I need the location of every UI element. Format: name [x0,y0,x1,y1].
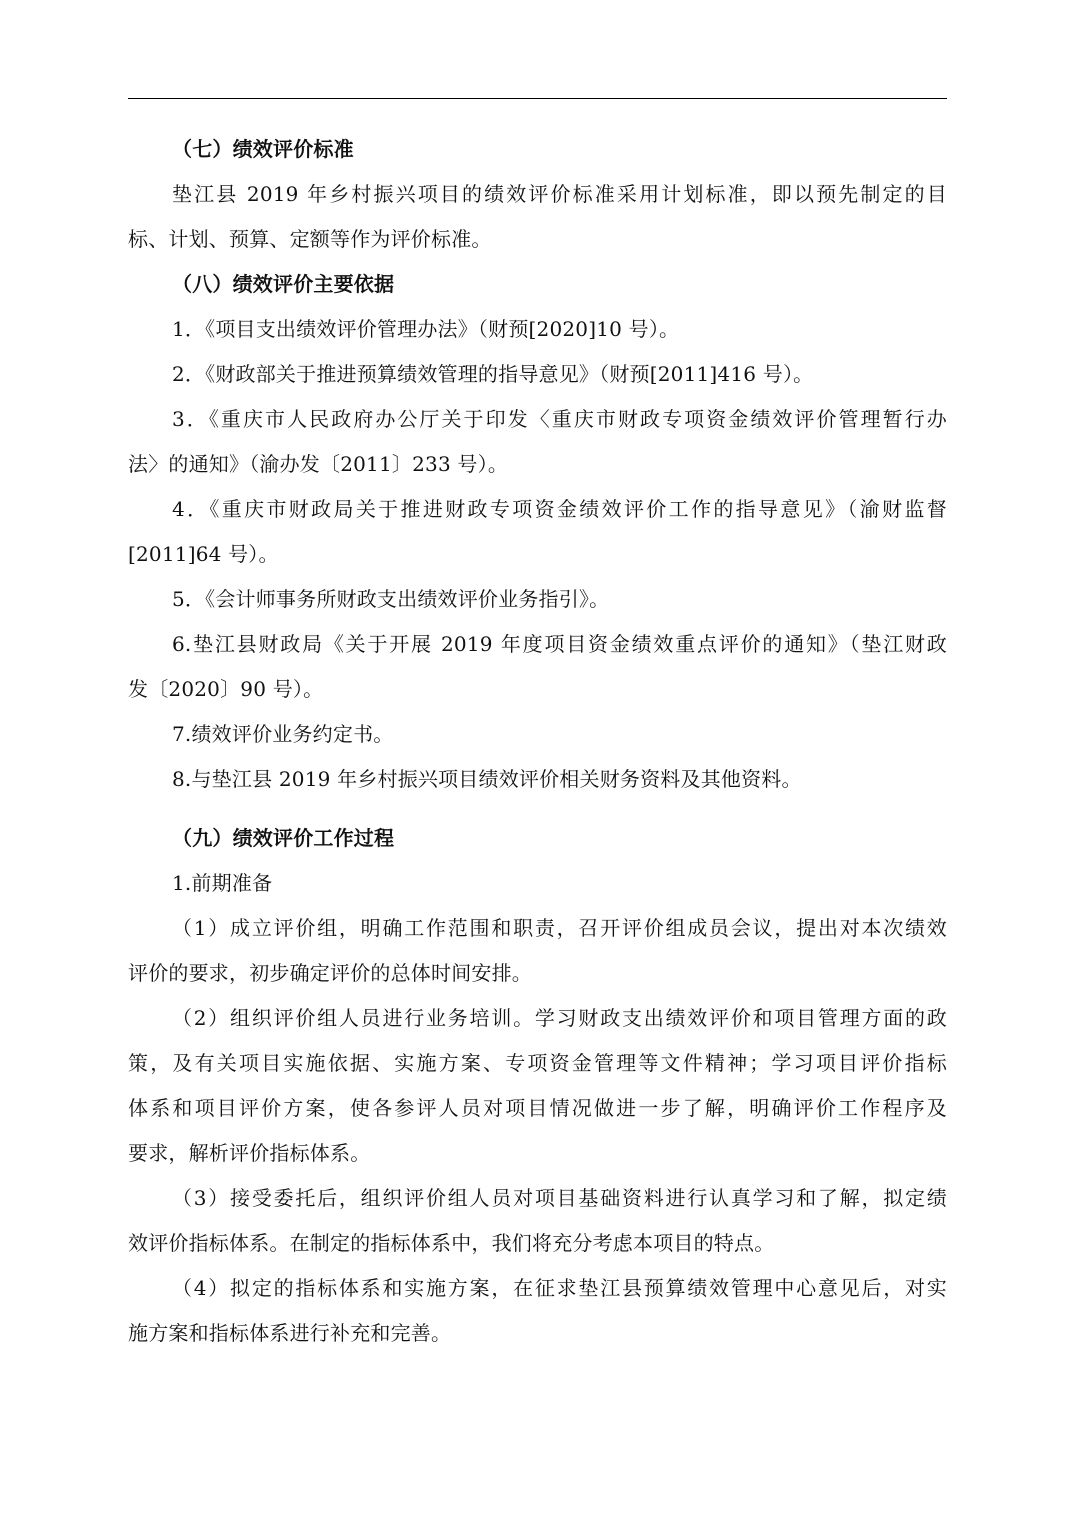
paragraph-line: 策，及有关项目实施依据、实施方案、专项资金管理等文件精神；学习项目评价指标 [128,1051,947,1075]
header-rule [128,98,947,99]
section-heading: （八）绩效评价主要依据 [172,272,395,296]
paragraph-line: （2）组织评价组人员进行业务培训。学习财政支出绩效评价和项目管理方面的政 [172,1006,947,1030]
list-item: 4．《重庆市财政局关于推进财政专项资金绩效评价工作的指导意见》（渝财监督 [172,497,947,521]
section-heading: （九）绩效评价工作过程 [172,826,395,850]
document-body [128,127,947,1356]
paragraph-line: （3）接受委托后，组织评价组人员对项目基础资料进行认真学习和了解，拟定绩 [172,1186,947,1210]
paragraph-line: 效评价指标体系。在制定的指标体系中，我们将充分考虑本项目的特点。 [128,1231,775,1255]
paragraph-line: 标、计划、预算、定额等作为评价标准。 [128,227,492,251]
paragraph-line: （4）拟定的指标体系和实施方案，在征求垫江县预算绩效管理中心意见后，对实 [172,1276,947,1300]
list-item: 8.与垫江县 2019 年乡村振兴项目绩效评价相关财务资料及其他资料。 [172,767,802,791]
paragraph-line: 体系和项目评价方案，使各参评人员对项目情况做进一步了解，明确评价工作程序及 [128,1096,947,1120]
list-item: 6.垫江县财政局《关于开展 2019 年度项目资金绩效重点评价的通知》（垫江财政 [172,632,947,656]
paragraph-line: 评价的要求，初步确定评价的总体时间安排。 [128,961,532,985]
section-heading: （七）绩效评价标准 [172,137,354,161]
paragraph-line: （1）成立评价组，明确工作范围和职责，召开评价组成员会议，提出对本次绩效 [172,916,947,940]
list-item: 2．《财政部关于推进预算绩效管理的指导意见》（财预[2011]416 号）。 [172,362,814,386]
list-item: 5．《会计师事务所财政支出绩效评价业务指引》。 [172,587,610,611]
list-item: 1．《项目支出绩效评价管理办法》（财预[2020]10 号）。 [172,317,680,341]
subsection-heading: 1.前期准备 [172,871,273,895]
list-item: 7.绩效评价业务约定书。 [172,722,394,746]
section-spacer [128,802,947,816]
paragraph-line: 垫江县 2019 年乡村振兴项目的绩效评价标准采用计划标准，即以预先制定的目 [172,182,947,206]
list-item-continuation: 发〔2020〕90 号）。 [128,677,324,701]
paragraph-line: 施方案和指标体系进行补充和完善。 [128,1321,452,1345]
list-item-continuation: [2011]64 号）。 [128,542,279,566]
paragraph-line: 要求，解析评价指标体系。 [128,1141,371,1165]
list-item: 3．《重庆市人民政府办公厅关于印发〈重庆市财政专项资金绩效评价管理暂行办 [172,407,947,431]
list-item-continuation: 法〉的通知》（渝办发〔2011〕233 号）。 [128,452,509,476]
